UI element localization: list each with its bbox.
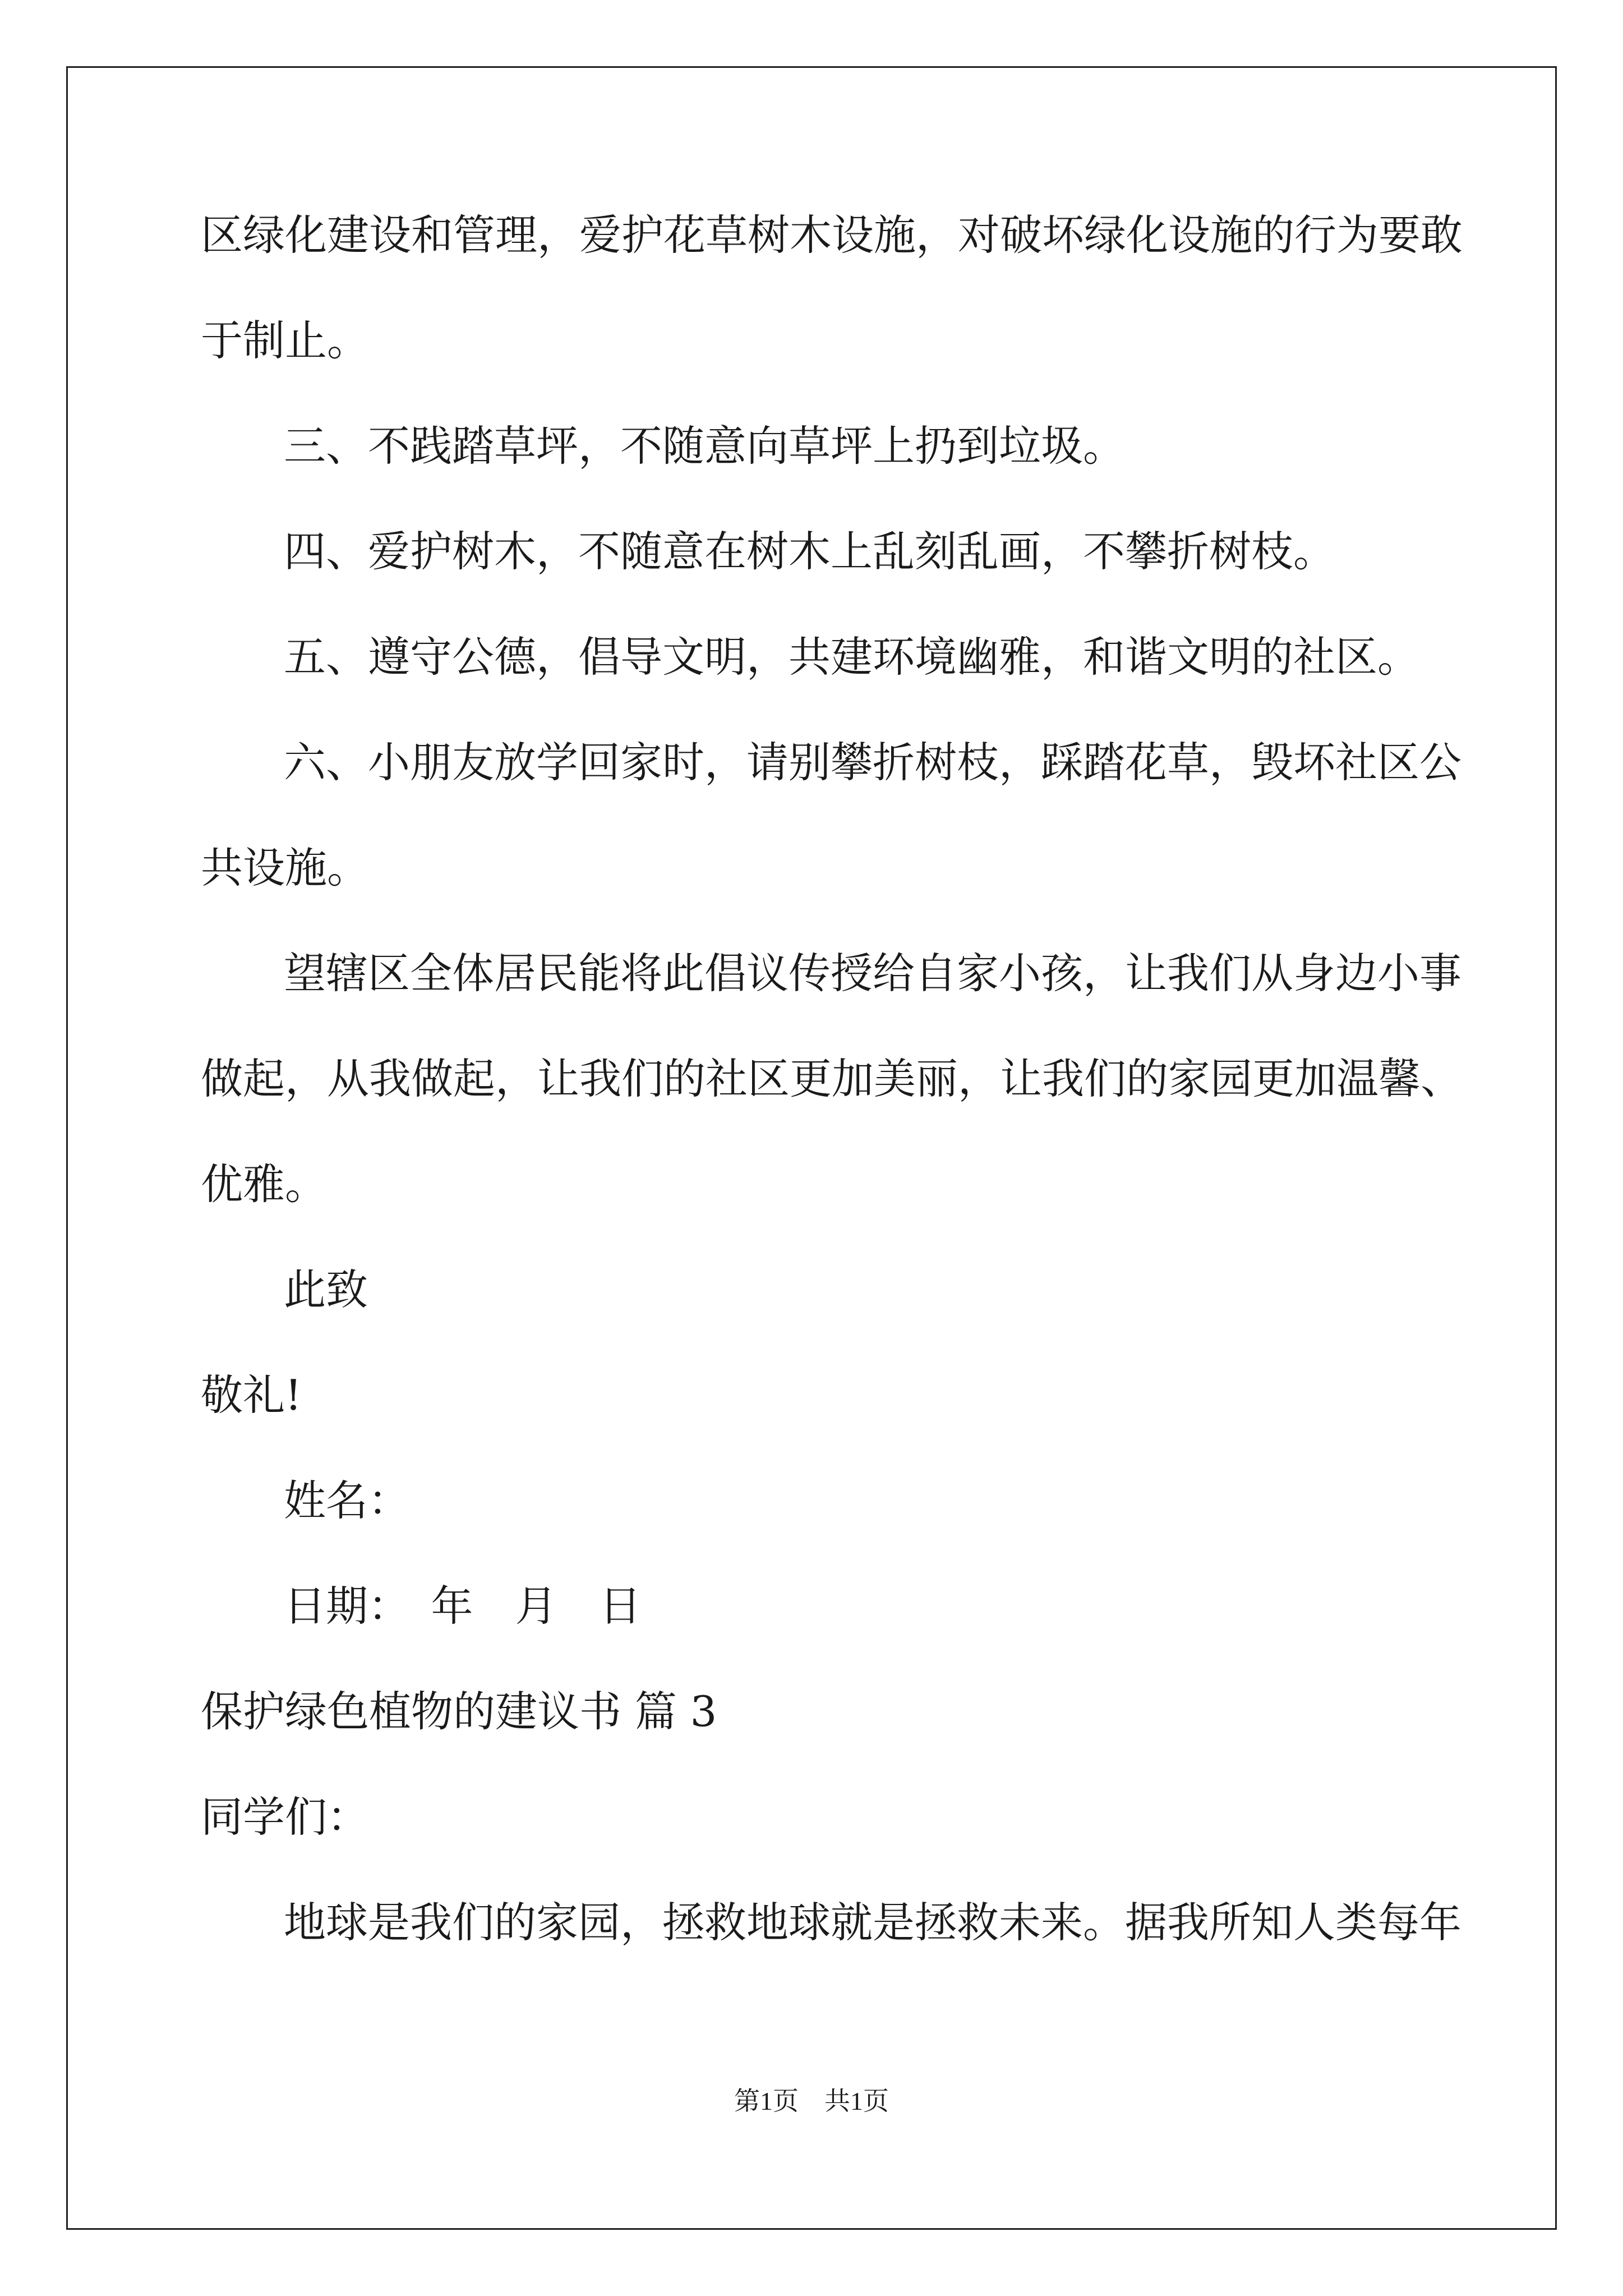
text-line-17: 地球是我们的家园，拯救地球就是拯救未来。据我所知人类每年 bbox=[284, 1898, 1462, 1947]
text-line-4: 四、爱护树木，不随意在树木上乱刻乱画，不攀折树枝。 bbox=[284, 527, 1336, 576]
page-total: 共1页 bbox=[824, 2087, 889, 2115]
text-line-12: 敬礼! bbox=[201, 1370, 302, 1420]
page-number: 第1页 bbox=[734, 2087, 799, 2115]
text-line-16: 同学们： bbox=[201, 1792, 370, 1842]
text-line-11: 此致 bbox=[284, 1265, 368, 1314]
text-line-10: 优雅。 bbox=[201, 1159, 328, 1209]
text-line-8: 望辖区全体居民能将此倡议传授给自家小孩，让我们从身边小事 bbox=[284, 949, 1462, 998]
text-line-13: 姓名： bbox=[284, 1476, 411, 1525]
page-footer bbox=[0, 2086, 1623, 2117]
section-heading: 保护绿色植物的建议书 篇 3 bbox=[201, 1687, 717, 1736]
text-line-6: 六、小朋友放学回家时，请别攀折树枝，踩踏花草，毁坏社区公 bbox=[284, 738, 1462, 787]
text-line-9: 做起，从我做起，让我们的社区更加美丽，让我们的家园更加温馨、 bbox=[201, 1054, 1463, 1103]
text-line-2: 于制止。 bbox=[201, 316, 370, 365]
text-line-3: 三、不践踏草坪，不随意向草坪上扔到垃圾。 bbox=[284, 421, 1126, 471]
text-line-1: 区绿化建设和管理，爱护花草树木设施，对破坏绿化设施的行为要敢 bbox=[201, 210, 1463, 260]
text-line-7: 共设施。 bbox=[201, 843, 370, 892]
text-line-14: 日期： 年 月 日 bbox=[284, 1581, 642, 1631]
text-line-5: 五、遵守公德，倡导文明，共建环境幽雅，和谐文明的社区。 bbox=[284, 632, 1420, 682]
